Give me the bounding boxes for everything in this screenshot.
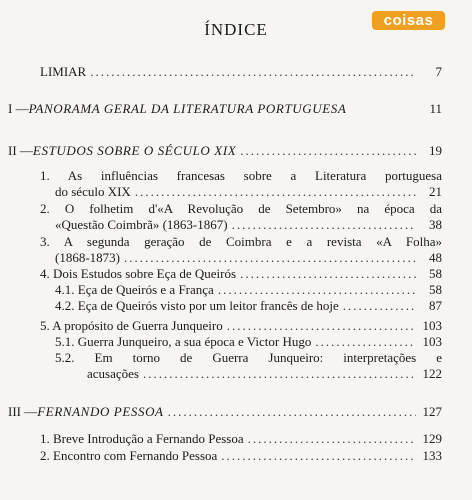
dot-leader [248, 431, 416, 447]
toc-entry-line1: 5.2. Em torno de Guerra Junqueiro: interpretações e [55, 350, 442, 365]
page-number: 48 [429, 250, 442, 265]
toc-entry-part2[interactable] [8, 143, 442, 159]
dot-leader [90, 64, 416, 80]
dot-leader [315, 334, 416, 350]
dot-leader [124, 250, 416, 266]
toc-entry-label: LIMIAR [40, 64, 87, 79]
toc-entry-label: 5. A propósito de Guerra Junqueiro [40, 318, 223, 333]
toc-entry-part3[interactable] [8, 404, 442, 420]
dot-leader [240, 266, 416, 282]
toc-entry-line1: 3. A segunda geração de Coimbra e a revista «A Folha» [40, 234, 442, 249]
toc-entry-f1[interactable] [40, 431, 442, 447]
page-number: 21 [429, 184, 442, 199]
dot-leader [227, 318, 416, 334]
toc-entry-label: 2. Encontro com Fernando Pessoa [40, 448, 218, 463]
page-number: 7 [435, 64, 442, 79]
toc-entry-1[interactable] [40, 168, 442, 200]
toc-entry-label: 4.1. Eça de Queirós e a França [55, 282, 214, 297]
part-title: PANORAMA GERAL DA LITERATURA PORTUGUESA [28, 101, 347, 116]
page-number: 103 [422, 318, 442, 333]
part-title: FERNANDO PESSOA [37, 404, 164, 419]
toc-entry-line2: do século XIX [55, 184, 131, 199]
page-number: 127 [422, 404, 442, 419]
page-number: 103 [422, 334, 442, 349]
toc-entry-4-2[interactable] [55, 298, 442, 314]
page-number: 58 [429, 266, 442, 281]
toc-entry-5[interactable] [40, 318, 442, 334]
watermark-logo: coisas [372, 11, 445, 30]
dot-leader [143, 366, 416, 382]
toc-entry-line1: 2. O folhetim d'«A Revolução de Setembro» na época da [40, 201, 442, 216]
dot-leader [218, 282, 416, 298]
toc-entry-label: 4.2. Eça de Queirós visto por um leitor francês de hoje [55, 298, 339, 313]
dot-leader [168, 404, 416, 420]
dot-leader [343, 298, 416, 314]
part-prefix: II — [8, 143, 33, 158]
dot-leader [135, 184, 416, 200]
toc-entry-label: 5.1. Guerra Junqueiro, a sua época e Victor Hugo [55, 334, 312, 349]
page-title: ÍNDICE [204, 20, 268, 39]
toc-entry-5-2[interactable] [55, 350, 442, 382]
part-prefix: III — [8, 404, 38, 419]
toc-entry-line2: acusações [87, 366, 139, 381]
toc-entry-f2[interactable] [40, 448, 442, 464]
page-number: 38 [429, 217, 442, 232]
page-number: 58 [429, 282, 442, 297]
toc-entry-part1[interactable] [8, 101, 442, 117]
page-number: 11 [429, 101, 442, 116]
dot-leader [232, 217, 416, 233]
dot-leader [240, 143, 416, 159]
page-number: 129 [422, 431, 442, 446]
toc-entry-line2: (1868-1873) [55, 250, 120, 265]
page-number: 87 [429, 298, 442, 313]
toc-entry-label: 4. Dois Estudos sobre Eça de Queirós [40, 266, 237, 281]
toc-entry-line1: 1. As influências francesas sobre a Literatura portuguesa [40, 168, 442, 183]
toc-entry-label: 1. Breve Introdução a Fernando Pessoa [40, 431, 244, 446]
toc-entry-line2: «Questão Coimbrã» (1863-1867) [55, 217, 228, 232]
toc-entry-5-1[interactable] [55, 334, 442, 350]
dot-leader [221, 448, 416, 464]
toc-entry-4-1[interactable] [55, 282, 442, 298]
toc-entry-2[interactable] [40, 201, 442, 233]
page-number: 19 [429, 143, 442, 158]
part-title: ESTUDOS SOBRE O SÉCULO XIX [32, 143, 237, 158]
toc-entry-3[interactable] [40, 234, 442, 266]
toc-entry-limiar[interactable] [40, 64, 442, 80]
page-number: 133 [422, 448, 442, 463]
page-number: 122 [422, 366, 442, 381]
part-prefix: I — [8, 101, 29, 116]
toc-entry-4[interactable] [40, 266, 442, 282]
